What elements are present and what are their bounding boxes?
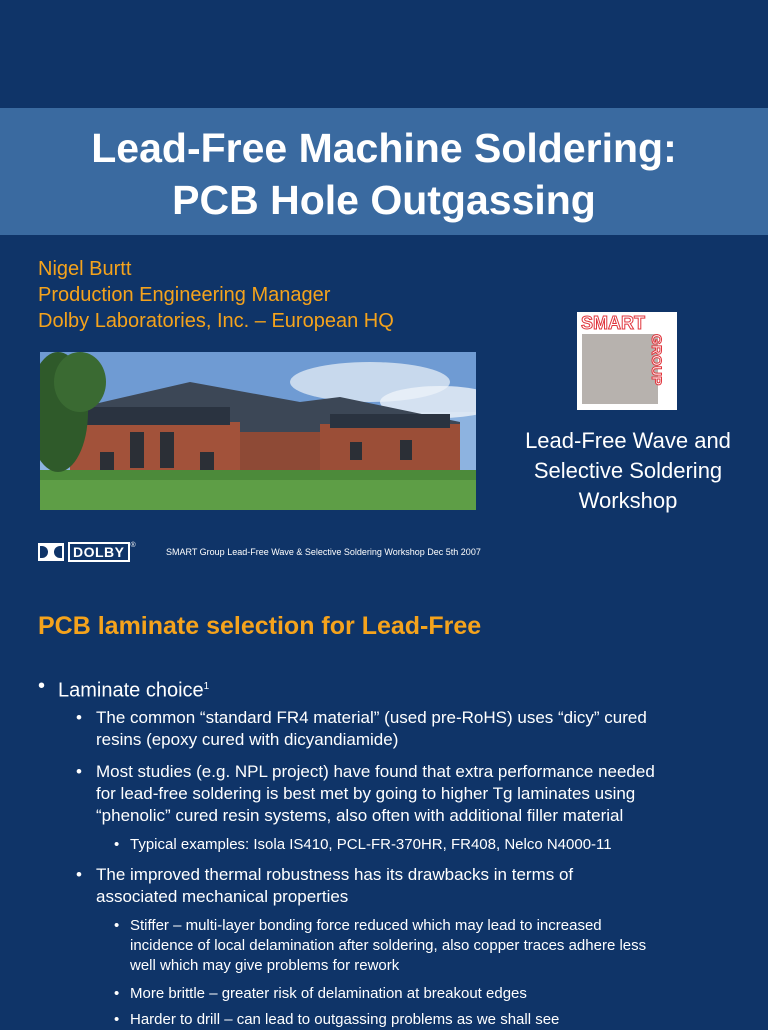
slide-footer: SMART Group Lead-Free Wave & Selective Soldering Workshop Dec 5th 2007 — [166, 547, 481, 557]
bullet-icon: • — [114, 1011, 120, 1028]
bullet-thermal-line-2: associated mechanical properties — [96, 887, 349, 906]
bullet-thermal-line-1: The improved thermal robustness has its drawbacks in terms of — [96, 865, 574, 884]
bullet-brittle: More brittle – greater risk of delamination at breakout edges — [130, 985, 527, 1002]
bullet-icon: • — [76, 865, 82, 884]
bullet-typical-examples: Typical examples: Isola IS410, PCL-FR-370HR, FR408, Nelco N4000-11 — [130, 836, 612, 853]
dolby-double-d-icon — [38, 543, 64, 561]
bullet-stiffer-line-3: well which may give problems for rework — [130, 957, 400, 974]
author-name: Nigel Burtt — [38, 258, 132, 280]
smart-logo-text: SMART — [581, 313, 645, 333]
bullet-text: Laminate choice — [58, 679, 204, 702]
author-company: Dolby Laboratories, Inc. – European HQ — [38, 310, 394, 332]
bullet-icon: • — [114, 985, 120, 1002]
bullet-standard-fr4-line-1: The common “standard FR4 material” (used pre-RoHS) uses “dicy” cured — [96, 708, 647, 727]
bullet-icon: • — [76, 708, 82, 727]
bullet-npl-line-2: for lead-free soldering is best met by going to higher Tg laminates using — [96, 784, 636, 803]
workshop-line-3: Workshop — [578, 488, 678, 513]
bullet-icon: • — [114, 917, 120, 934]
dolby-wordmark: DOLBY — [68, 542, 130, 562]
bullet-npl-line-1: Most studies (e.g. NPL project) have found that extra performance needed — [96, 762, 655, 781]
bullet-standard-fr4-line-2: resins (epoxy cured with dicyandiamide) — [96, 730, 399, 749]
group-logo-text: GROUP — [649, 334, 665, 386]
smart-logo-square — [582, 334, 658, 404]
title-line-1: Lead-Free Machine Soldering: — [91, 125, 677, 171]
bullet-laminate-choice — [58, 675, 209, 703]
smart-group-logo — [577, 312, 677, 410]
bullet-icon: • — [114, 836, 120, 853]
title-line-2: PCB Hole Outgassing — [172, 177, 596, 223]
author-role: Production Engineering Manager — [38, 284, 331, 306]
workshop-line-1: Lead-Free Wave and — [525, 428, 731, 453]
bullet-harder-to-drill: Harder to drill – can lead to outgassing problems as we shall see — [130, 1011, 560, 1028]
bullet-npl-line-3: “phenolic” cured resin systems, also often with additional filler material — [96, 806, 624, 825]
building-photo — [40, 352, 476, 510]
bullet-icon: • — [76, 762, 82, 781]
bullet-stiffer-line-2: incidence of local delamination after soldering, also copper traces adhere less — [130, 937, 647, 954]
workshop-line-2: Selective Soldering — [533, 458, 723, 483]
dolby-logo — [38, 542, 136, 562]
footnote-ref: 1 — [203, 681, 210, 692]
bullet-icon: • — [38, 675, 46, 697]
bullet-stiffer-line-1: Stiffer – multi-layer bonding force reduced which may lead to increased — [130, 917, 602, 934]
slide2-title: PCB laminate selection for Lead-Free — [38, 612, 482, 640]
dolby-trademark: ® — [130, 542, 136, 549]
